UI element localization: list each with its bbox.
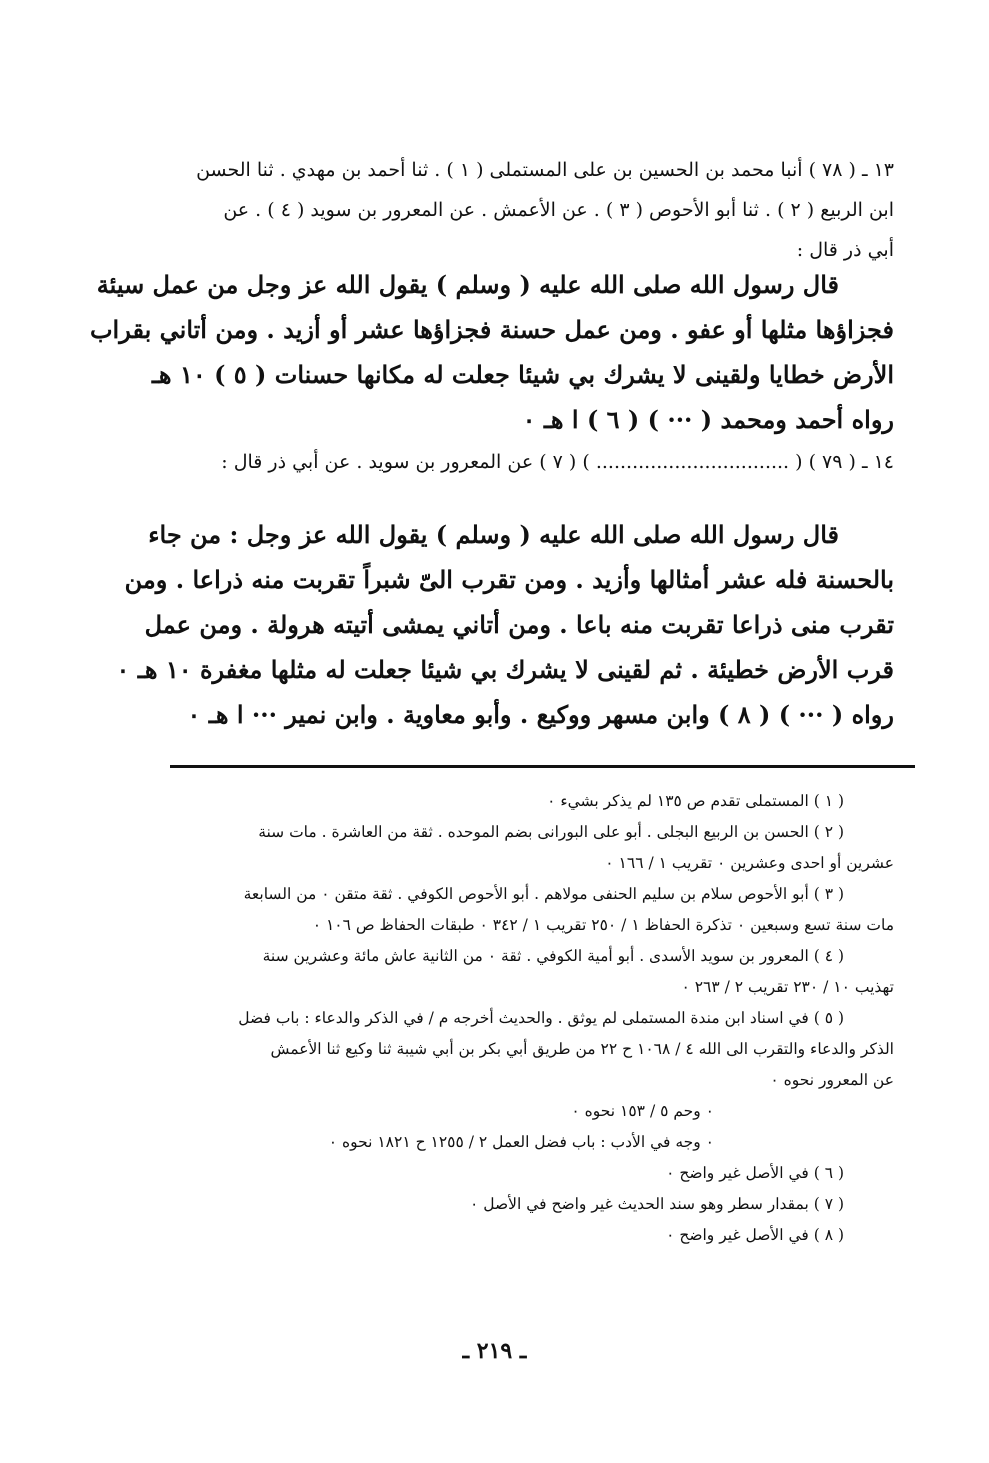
isnad-line: ١٤ ـ ( ٧٩ ) ( ................................ ) ( ٧ ) عن المعرور بن سويد . عن أبي ذر قال : [221,451,894,473]
footnote-line: تهذيب ١٠ / ٢٣٠ تقريب ٢ / ٢٦٣ ٠ [681,978,894,996]
footnote-line: ٠ وحم ٥ / ١٥٣ نحوه ٠ [571,1102,714,1120]
matn-line: تقرب منى ذراعا تقربت منه باعا . ومن أتاني يمشى أتيته هرولة . ومن عمل [144,610,894,639]
matn-line: قال رسول الله صلى الله عليه ( وسلم ) يقول الله عز وجل : من جاء [148,520,839,549]
matn-line: فجزاؤها مثلها أو عفو . ومن عمل حسنة فجزاؤها عشر أو أزيد . ومن أتاني بقراب [89,315,894,344]
footnotes [140,786,894,1251]
footnote-line: ( ٨ ) في الأصل غير واضح ٠ [666,1226,844,1244]
footnote-divider [170,765,915,768]
page-number: ـ ٢١٩ ـ [462,1338,527,1364]
matn-line: الأرض خطايا ولقينى لا يشرك بي شيئا جعلت له مكانها حسنات ( ٥ ) ١٠ هـ [151,360,894,389]
matn-line: قال رسول الله صلى الله عليه ( وسلم ) يقول الله عز وجل من عمل سيئة [96,270,839,299]
hadith-13-isnad [165,150,894,270]
footnote-line: ( ٧ ) بمقدار سطر وهو سند الحديث غير واضح في الأصل ٠ [469,1195,844,1213]
footnote-line: ( ٤ ) المعرور بن سويد الأسدى . أبو أمية الكوفي . ثقة ٠ من الثانية عاش مائة وعشرين سنة [262,947,844,965]
isnad-line: ابن الربيع ( ٢ ) . ثنا أبو الأحوص ( ٣ ) . عن الأعمش . عن المعرور بن سويد ( ٤ ) . عن [223,199,894,221]
footnote-line: ( ٥ ) في اسناد ابن مندة المستملى لم يوثق . والحديث أخرجه م / في الذكر والدعاء : باب فضل [238,1009,844,1027]
footnote-line: ( ٦ ) في الأصل غير واضح ٠ [666,1164,844,1182]
footnote-line: مات سنة تسع وسبعين ٠ تذكرة الحفاظ ١ / ٢٥٠ تقريب ١ / ٣٤٢ ٠ طبقات الحفاظ ص ١٠٦ ٠ [312,916,894,934]
footnote-line: عشرين أو احدى وعشرين ٠ تقريب ١ / ١٦٦ ٠ [605,854,894,872]
footnote-line: عن المعرور نحوه ٠ [770,1071,894,1089]
matn-line: بالحسنة فله عشر أمثالها وأزيد . ومن تقرب الىّ شبراً تقربت منه ذراعا . ومن [124,565,894,594]
hadith-14-isnad [165,442,894,482]
footnote-line: ٠ وجه في الأدب : باب فضل العمل ٢ / ١٢٥٥ ح ١٨٢١ نحوه ٠ [328,1133,714,1151]
matn-line: قرب الأرض خطيئة . ثم لقينى لا يشرك بي شيئا جعلت له مثلها مغفرة ١٠ هـ ٠ [116,655,894,684]
isnad-line: أبي ذر قال : [796,239,894,261]
footnote-line: ( ١ ) المستملى تقدم ص ١٣٥ لم يذكر بشيء ٠ [547,792,844,810]
hadith-14-matn [116,512,894,737]
matn-line: رواه ( ··· ) ( ٨ ) وابن مسهر ووكيع . وأبو معاوية . وابن نمير ··· ا هـ ٠ [187,700,894,729]
footnote-line: ( ٢ ) الحسن بن الربيع البجلى . أبو على البورانى بضم الموحده . ثقة من العاشرة . مات سنة [258,823,844,841]
isnad-line: ١٣ ـ ( ٧٨ ) أنبا محمد بن الحسين بن على المستملى ( ١ ) . ثنا أحمد بن مهدي . ثنا الحسن [196,159,894,181]
hadith-13-matn [89,262,894,442]
footnote-line: الذكر والدعاء والتقرب الى الله ٤ / ١٠٦٨ ح ٢٢ من طريق أبي بكر بن أبي شيبة ثنا وكيع ثنا الأعمش [270,1040,894,1058]
matn-line: رواه أحمد ومحمد ( ··· ) ( ٦ ) ا هـ ٠ [522,405,894,434]
footnote-line: ( ٣ ) أبو الأحوص سلام بن سليم الحنفى مولاهم . أبو الأحوص الكوفي . ثقة متقن ٠ من السابعة [243,885,844,903]
